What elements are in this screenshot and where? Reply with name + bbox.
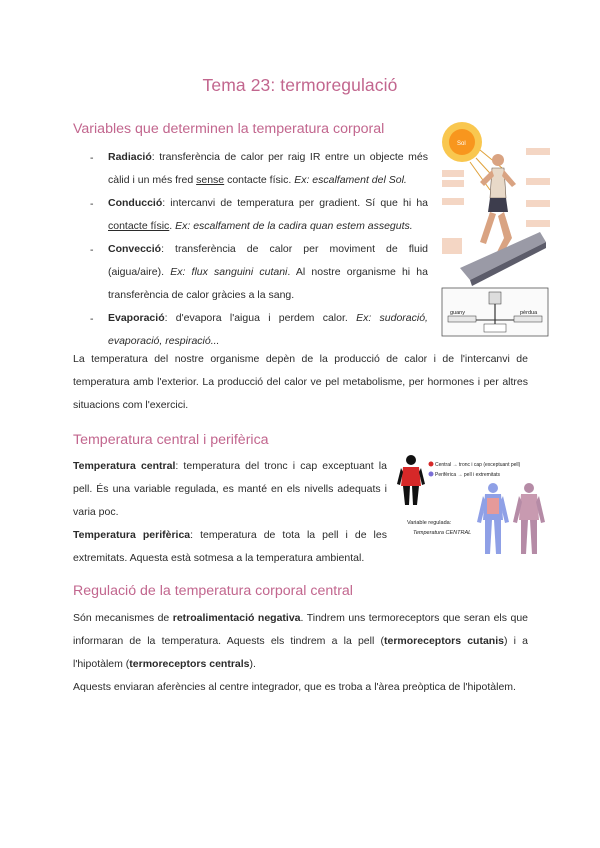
section-heading-regulacio: Regulació de la temperatura corporal central xyxy=(73,583,353,599)
runner-illustration xyxy=(480,154,516,258)
bullet-radiacio: Radiació: transferència de calor per raig IR entre un objecte més càlid i un més fred sense contacte físic. Ex: escalfament del Sol. xyxy=(108,151,428,186)
legend-central: Central → tronc i cap (exceptuant pell) xyxy=(435,462,521,468)
paragraph-temperatura-central: Temperatura central: temperatura del tronc i cap exceptuant la pell. És una variable regulada, es manté en els nivells adequats i varia poc. xyxy=(73,460,387,518)
gain-label: guany xyxy=(450,310,465,316)
body-figure-back xyxy=(513,483,545,554)
peripheral-legend-icon xyxy=(429,472,434,477)
bullet-conveccio: Convecció: transferència de calor per moviment de fluid (aigua/aire). Ex: flux sanguini cutani. Al nostre organisme hi ha transferència de calor gràcies a la sang. xyxy=(108,243,428,301)
bullet-marker: - xyxy=(90,244,94,256)
paragraph-retroalimentacio: Són mecanismes de retroalimentació negativa. Tindrem uns termoreceptors que seran els que informaran de la temperatura. Aquests els tindrem a la pell (termoreceptors cutanis) i a l'hipotàlem (termoreceptors centrals). xyxy=(73,612,528,670)
loss-label: pèrdua xyxy=(520,310,538,316)
body-silhouette-red xyxy=(397,455,425,505)
central-legend-icon xyxy=(429,462,434,467)
variable-label: Variable regulada: xyxy=(407,520,452,526)
section-heading-variables: Variables que determinen la temperatura corporal xyxy=(73,121,385,137)
sun-label: Sol xyxy=(457,141,466,147)
body-figure-front xyxy=(477,483,509,554)
bullet-evaporacio: Evaporació: d'evapora l'aigua i perdem calor. Ex: sudoració, evaporació, respiració... xyxy=(108,312,428,347)
bullet-marker: - xyxy=(90,198,94,210)
paragraph-temperatura-periferica: Temperatura perifèrica: temperatura de tota la pell i de les extremitats. Aquesta està sotmesa a la temperatura ambiental. xyxy=(73,529,387,564)
paragraph-aferencies: Aquests enviaran aferències al centre integrador, que es troba a l'àrea preòptica de l'hipotàlem. xyxy=(73,681,516,693)
page-title: Tema 23: termoregulació xyxy=(202,75,398,95)
bullet-marker: - xyxy=(90,313,94,325)
bullet-marker: - xyxy=(90,152,94,164)
figure-heat-exchange-runner xyxy=(440,120,552,340)
heat-balance-diagram xyxy=(442,288,548,336)
paragraph-temperatura-organisme: La temperatura del nostre organisme depèn de la producció de calor i de l'intercanvi de temperatura amb l'exterior. La producció del calor ve pel metabolisme, per hormones i per altres situacions com l'exercici. xyxy=(73,353,528,411)
legend-periferica: Perifèrica → pell i extremitats xyxy=(435,472,501,478)
figure-body-temperature xyxy=(395,450,555,568)
treadmill-illustration xyxy=(460,232,546,280)
section-heading-central-periferica: Temperatura central i perifèrica xyxy=(73,432,269,448)
bullet-conduccio: Conducció: intercanvi de temperatura per gradient. Sí que hi ha contacte físic. Ex: escalfament de la cadira quan estem asseguts. xyxy=(108,197,428,232)
variable-value: Temperatura CENTRAL xyxy=(413,530,472,536)
